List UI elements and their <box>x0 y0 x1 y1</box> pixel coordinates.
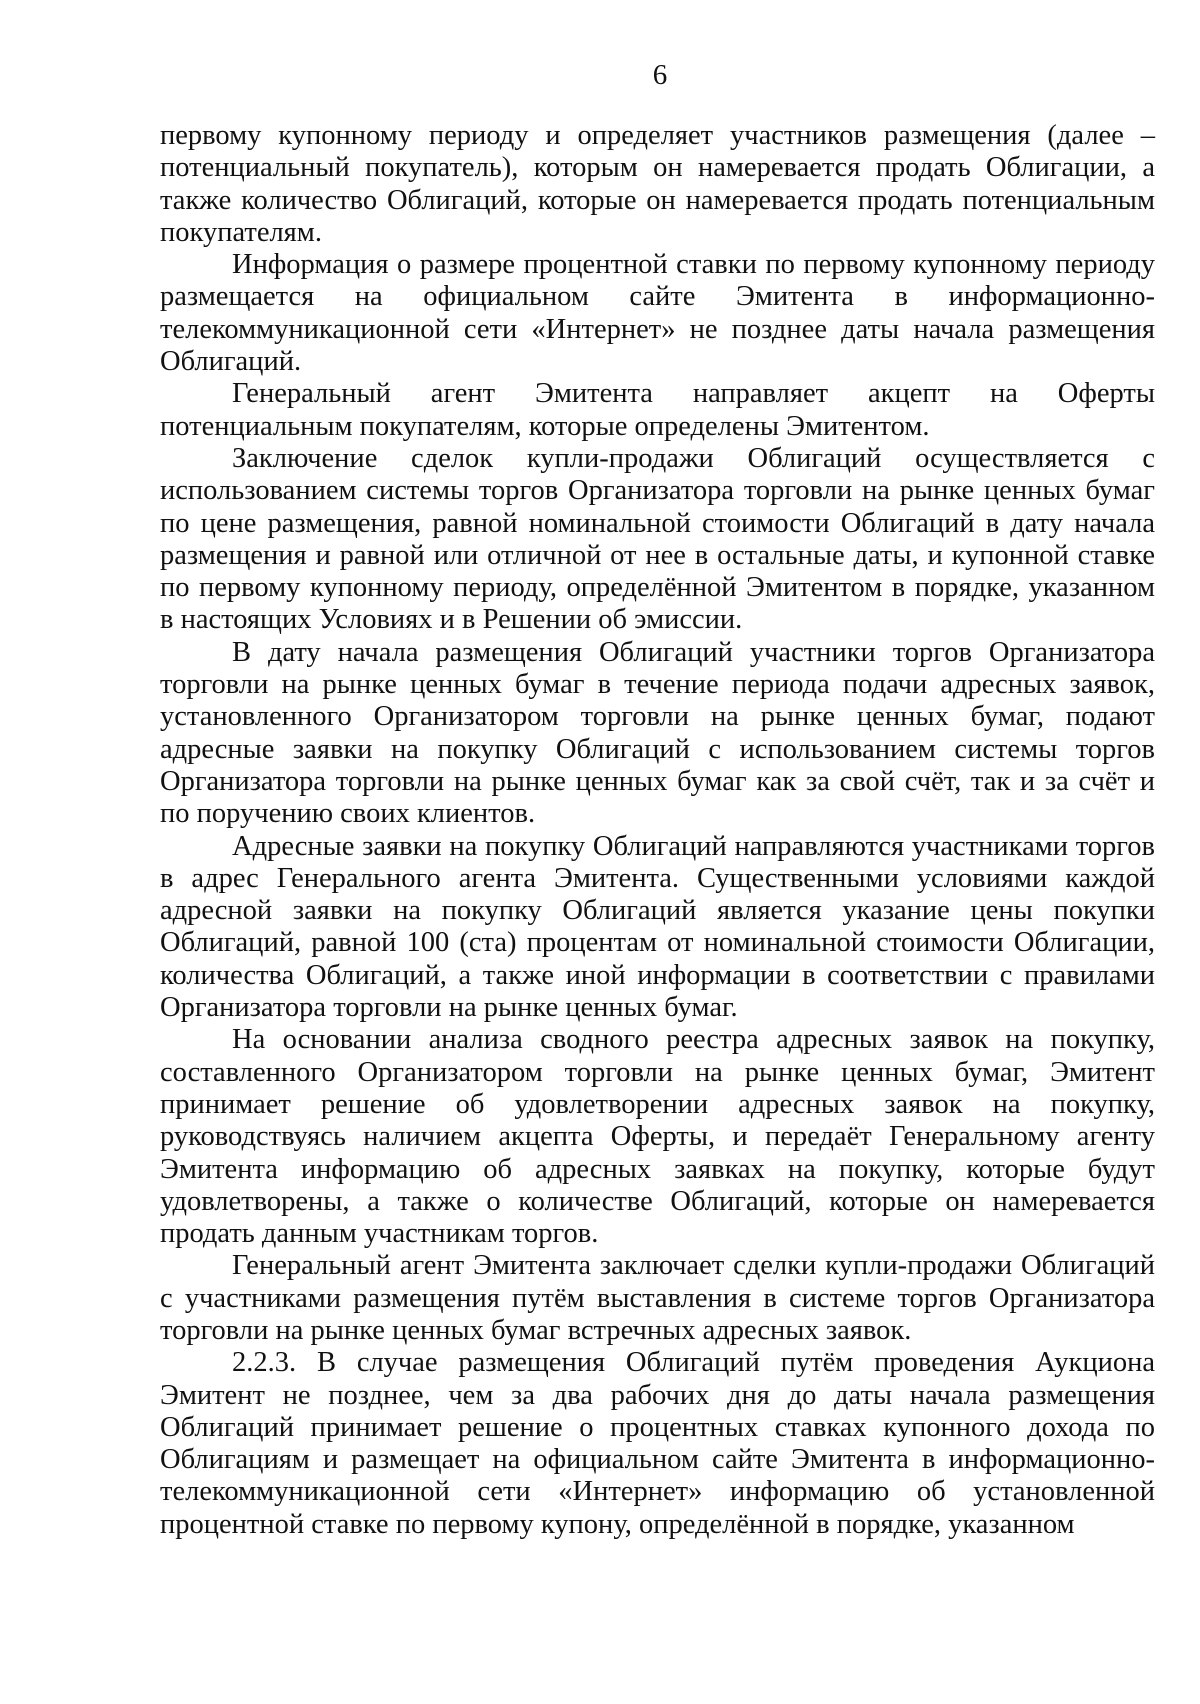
paragraph-deal-conclusion: Заключение сделок купли-продажи Облигаций осуществляется с использованием системы торгов Организатора торговли на рынке ценных бумаг по цене размещения, равной номинальной стоимости Облигаций в дату начала размещения и равной или отличной от нее в остальные даты, и купонной ставке по первому купонному периоду, определённой Эмитентом в порядке, указанном в настоящих Условиях и в Решении об эмиссии. <box>160 442 1155 636</box>
paragraph-continuation: первому купонному периоду и определяет участников размещения (далее – потенциальный покупатель), которым он намеревается продать Облигации, а также количество Облигаций, которые он намеревается продать потенциальным покупателям. <box>160 120 1155 248</box>
paragraph-register-analysis: На основании анализа сводного реестра адресных заявок на покупку, составленного Организатором торговли на рынке ценных бумаг, Эмитент принимает решение об удовлетворении адресных заявок на покупку, руководствуясь наличием акцепта Оферты, и передаёт Генеральному агенту Эмитента информацию об адресных заявках на покупку, которые будут удовлетворены, а также о количестве Облигаций, которые он намеревается продать данным участникам торгов. <box>160 1024 1155 1250</box>
document-body <box>160 120 1155 1541</box>
page-number: 6 <box>652 59 668 91</box>
paragraph-general-agent-acceptance: Генеральный агент Эмитента направляет акцепт на Оферты потенциальным покупателям, которые определены Эмитентом. <box>160 378 1155 442</box>
paragraph-section-2-2-3: 2.2.3. В случае размещения Облигаций путём проведения Аукциона Эмитент не позднее, чем за два рабочих дня до даты начала размещения Облигаций принимает решение о процентных ставках купонного дохода по Облигациям и размещает на официальном сайте Эмитента в информационно-телекоммуникационной сети «Интернет» информацию об установленной процентной ставке по первому купону, определённой в порядке, указанном <box>160 1347 1155 1540</box>
paragraph-interest-rate-info: Информация о размере процентной ставки по первому купонному периоду размещается на официальном сайте Эмитента в информационно-телекоммуникационной сети «Интернет» не позднее даты начала размещения Облигаций. <box>160 249 1155 378</box>
paragraph-general-agent-deals: Генеральный агент Эмитента заключает сделки купли-продажи Облигаций с участниками размещения путём выставления в системе торгов Организатора торговли на рынке ценных бумаг встречных адресных заявок. <box>160 1250 1155 1346</box>
paragraph-placement-start-date: В дату начала размещения Облигаций участники торгов Организатора торговли на рынке ценных бумаг в течение периода подачи адресных заявок, установленного Организатором торговли на рынке ценных бумаг, подают адресные заявки на покупку Облигаций с использованием системы торгов Организатора торговли на рынке ценных бумаг как за свой счёт, так и за счёт и по поручению своих клиентов. <box>160 636 1155 830</box>
paragraph-address-orders: Адресные заявки на покупку Облигаций направляются участниками торгов в адрес Генерального агента Эмитента. Существенными условиями каждой адресной заявки на покупку Облигаций является указание цены покупки Облигаций, равной 100 (ста) процентам от номинальной стоимости Облигации, количества Облигаций, а также иной информации в соответствии с правилами Организатора торговли на рынке ценных бумаг. <box>160 830 1155 1024</box>
